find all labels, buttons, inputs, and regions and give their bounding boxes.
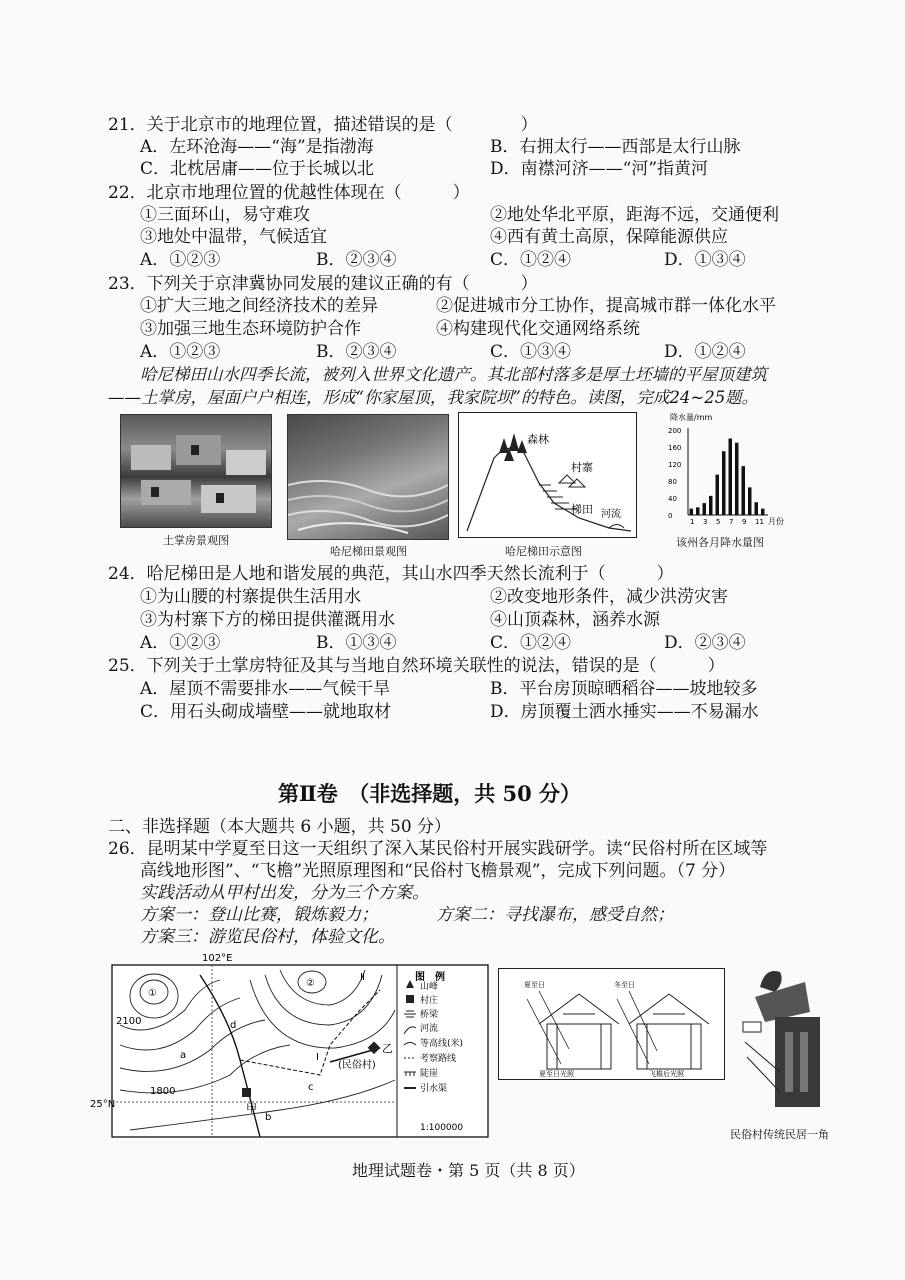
q26-plan-2: 方案二：寻找瀑布，感受自然； (436, 905, 674, 925)
eaves-light-diagram (498, 968, 725, 1080)
eaves-caption-2: 飞檐后光照 (649, 1070, 684, 1078)
precip-bar-10 (748, 487, 752, 515)
label-village: 村寨 (571, 461, 593, 474)
fig1-caption: 土掌房景观图 (163, 534, 229, 547)
y-tick-0: 0 (668, 512, 673, 520)
point-d-label: d (230, 1020, 237, 1031)
part2-section: 二、非选择题（本大题共 6 小题，共 50 分） (108, 817, 452, 837)
map-longitude: 102°E (202, 953, 233, 964)
q24-item-1: ①为山腰的村寨提供生活用水 (140, 587, 361, 607)
q24-option-b[interactable]: B．①③④ (316, 633, 397, 653)
y-tick-160: 160 (668, 444, 682, 452)
q26-plan-1: 方案一：登山比赛，锻炼毅力； (140, 905, 378, 925)
precip-bar-11 (755, 502, 759, 515)
point-a-label: a (180, 1050, 187, 1061)
eaves-photo-svg (735, 962, 835, 1122)
precip-bar-2 (696, 507, 700, 515)
contour-1800-label: 1800 (150, 1086, 176, 1097)
legend-village: 村庄 (420, 996, 439, 1006)
q24-stem: 24．哈尼梯田是人地和谐发展的典范，其山水四季天然长流利于（ ） (108, 564, 674, 584)
legend-bridge: 桥梁 (420, 1010, 439, 1020)
q23-item-1: ①扩大三地之间经济技术的差异 (140, 296, 378, 316)
precipitation-chart-svg (660, 410, 790, 530)
peak-1-label: ① (148, 988, 157, 999)
roman-2-label: Ⅱ (360, 972, 365, 983)
legend-contour: 等高线(米) (420, 1039, 464, 1049)
q24-option-d[interactable]: D．②③④ (664, 633, 746, 653)
earth-house-photo (120, 414, 272, 528)
village-jia-label: 甲 (246, 1102, 257, 1115)
q21-option-b[interactable]: B．右拥太行——西部是太行山脉 (490, 137, 741, 157)
q23-item-4: ④构建现代化交通网络系统 (436, 319, 640, 339)
precip-bar-8 (735, 443, 739, 515)
peak-2-label: ② (306, 978, 315, 989)
q25-option-a[interactable]: A．屋顶不需要排水——气候干旱 (140, 679, 391, 699)
point-c-label: c (308, 1082, 314, 1093)
q24-option-a[interactable]: A．①②③ (140, 633, 221, 653)
point-b-label: b (265, 1112, 272, 1123)
earth-house-drawing (121, 415, 271, 527)
fig2-caption: 哈尼梯田景观图 (330, 545, 407, 558)
y-tick-40: 40 (668, 495, 677, 503)
legend-route: 考察路线 (420, 1054, 457, 1064)
y-tick-200: 200 (668, 427, 682, 435)
q22-option-a[interactable]: A．①②③ (140, 250, 221, 270)
x-tick-3: 3 (703, 518, 708, 526)
q25-option-b[interactable]: B．平台房顶晾晒稻谷——坡地较多 (490, 679, 758, 699)
q21-option-c[interactable]: C．北枕居庸——位于长城以北 (140, 159, 375, 179)
terrace-diagram (458, 412, 637, 538)
chart-x-unit: 月份 (768, 517, 784, 526)
precip-bar-6 (722, 451, 726, 515)
intro-line-2: ——土掌房，屋面户户相连，形成“你家屋顶，我家院坝”的特色。读图，完成24~25题。 (108, 388, 759, 407)
precip-bar-9 (742, 466, 746, 515)
q21-stem: 21．关于北京市的地理位置，描述错误的是（ ） (108, 115, 538, 135)
label-terrace: 梯田 (571, 503, 593, 516)
summer-solstice-label: 夏至日 (524, 981, 545, 989)
q25-option-c[interactable]: C．用石头砌成墙壁——就地取材 (140, 702, 392, 722)
q22-item-3: ③地处中温带，气候适宜 (140, 227, 327, 247)
q24-option-c[interactable]: C．①②④ (490, 633, 572, 653)
village-yi-label: 乙 (382, 1042, 393, 1055)
intro-line-1: 哈尼梯田山水四季长流，被列入世界文化遗产。其北部村落多是厚土坯墙的平屋顶建筑 (140, 365, 767, 384)
contour-map-svg (90, 950, 490, 1140)
y-tick-80: 80 (668, 478, 677, 486)
precip-bar-5 (716, 475, 720, 515)
map-latitude: 25°N (90, 1099, 116, 1110)
x-tick-5: 5 (716, 518, 721, 526)
q25-option-d[interactable]: D．房顶覆土洒水捶实——不易漏水 (490, 702, 759, 722)
q23-option-a[interactable]: A．①②③ (140, 342, 221, 362)
q23-option-d[interactable]: D．①②④ (664, 342, 746, 362)
page-footer: 地理试题卷・第 5 页（共 8 页） (352, 1161, 585, 1180)
q22-item-4: ④西有黄土高原，保障能源供应 (490, 227, 728, 247)
fig4-caption: 该州各月降水量图 (676, 536, 764, 549)
precip-bar-3 (703, 503, 707, 515)
q22-stem: 22．北京市地理位置的优越性体现在（ ） (108, 183, 470, 203)
label-forest: 森林 (527, 433, 549, 446)
legend-peak: 山峰 (420, 982, 439, 992)
q25-stem: 25．下列关于土掌房特征及其与当地自然环境关联性的说法，错误的是（ ） (108, 656, 725, 676)
precip-bar-1 (690, 509, 694, 515)
q22-item-1: ①三面环山，易守难攻 (140, 205, 310, 225)
q26-line-2: 高线地形图”、“飞檐”光照原理图和“民俗村飞檐景观”，完成下列问题。（7 分） (140, 861, 736, 881)
x-tick-11: 11 (755, 518, 764, 526)
q23-option-b[interactable]: B．②③④ (316, 342, 397, 362)
eaves-photo (735, 962, 835, 1122)
q21-option-d[interactable]: D．南襟河济——“河”指黄河 (490, 159, 709, 179)
part2-title: 第Ⅱ卷 （非选择题，共 50 分） (278, 781, 582, 806)
x-tick-9: 9 (742, 518, 747, 526)
legend-cliff: 陡崖 (420, 1069, 439, 1079)
q24-item-2: ②改变地形条件，减少洪涝灾害 (490, 587, 728, 607)
q23-option-c[interactable]: C．①③④ (490, 342, 572, 362)
q26-plan-3: 方案三：游览民俗村，体验文化。 (140, 927, 395, 947)
precip-bar-7 (729, 439, 733, 516)
q23-stem: 23．下列关于京津冀协同发展的建议正确的有（ ） (108, 274, 538, 294)
x-tick-1: 1 (690, 518, 695, 526)
q23-item-3: ③加强三地生态环境防护合作 (140, 319, 361, 339)
q24-item-4: ④山顶森林，涵养水源 (490, 610, 660, 630)
terrace-diagram-svg (459, 413, 636, 537)
village-jia-marker (242, 1088, 251, 1097)
winter-solstice-label: 冬至日 (614, 981, 635, 989)
map-scale: 1:100000 (420, 1123, 464, 1133)
chart-y-unit: 降水量/mm (670, 413, 713, 422)
q22-item-2: ②地处华北平原，距海不远，交通便利 (490, 205, 779, 225)
fig3-caption: 哈尼梯田示意图 (505, 545, 582, 558)
village-icon (406, 995, 414, 1003)
q21-option-a[interactable]: A．左环沧海——“海”是指渤海 (140, 137, 374, 157)
terrace-photo (287, 414, 449, 540)
eaves-photo-caption: 民俗村传统民居一角 (730, 1128, 829, 1141)
y-tick-120: 120 (668, 461, 682, 469)
terrace-drawing (288, 415, 448, 539)
legend-canal: 引水渠 (420, 1084, 448, 1094)
legend-river: 河流 (420, 1024, 439, 1034)
precipitation-chart (660, 410, 790, 530)
q22-option-c[interactable]: C．①②④ (490, 250, 572, 270)
label-river: 河流 (601, 509, 621, 520)
q23-item-2: ②促进城市分工协作，提高城市群一体化水平 (436, 296, 776, 316)
precip-bar-4 (709, 496, 713, 515)
contour-map (90, 950, 490, 1140)
roman-1-label: Ⅰ (316, 1052, 319, 1063)
precip-bar-12 (761, 509, 765, 515)
eaves-caption-1: 夏至日光照 (539, 1070, 574, 1078)
q22-option-b[interactable]: B．②③④ (316, 250, 397, 270)
legend-title: 图 例 (415, 972, 445, 983)
cliff-icon (404, 1072, 416, 1076)
q22-option-d[interactable]: D．①③④ (664, 250, 746, 270)
village-yi-note: (民俗村) (338, 1060, 376, 1071)
q24-item-3: ③为村寨下方的梯田提供灌溉用水 (140, 610, 395, 630)
q26-line-3: 实践活动从甲村出发，分为三个方案。 (140, 883, 429, 903)
q26-line-1: 26．昆明某中学夏至日这一天组织了深入某民俗村开展实践研学。读“民俗村所在区域等 (108, 839, 768, 859)
eaves-light-svg (499, 969, 724, 1079)
x-tick-7: 7 (729, 518, 734, 526)
contour-2100-label: 2100 (116, 1016, 142, 1027)
